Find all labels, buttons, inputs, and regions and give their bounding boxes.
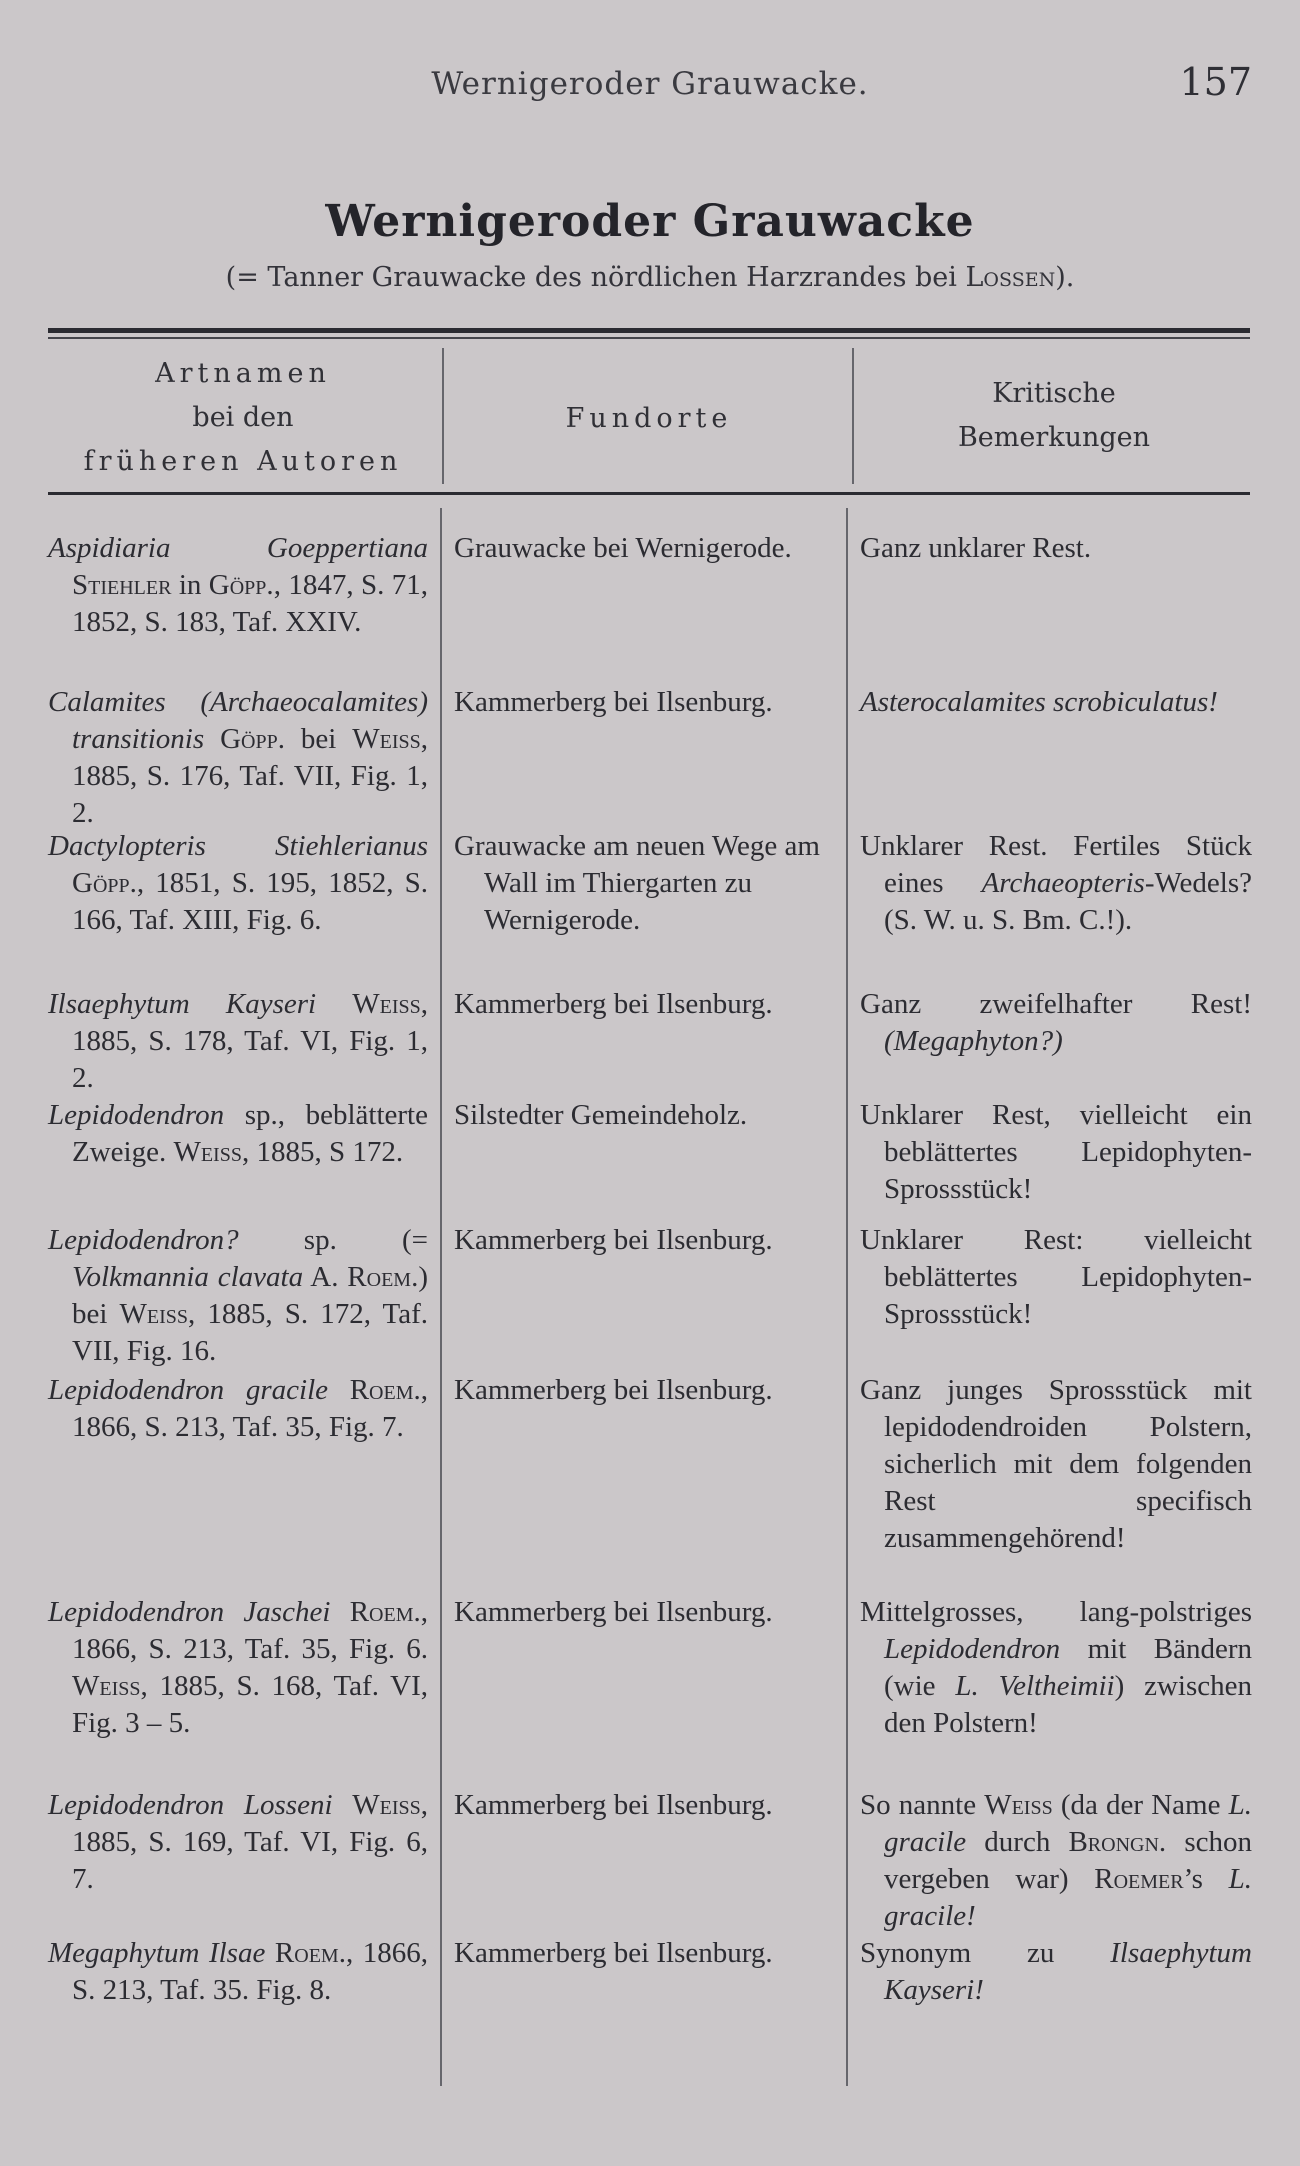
column-header-species-line: bei den [192, 402, 294, 433]
remark-cell: Ganz zweifelhafter Rest! (Megaphyton?) [860, 988, 1252, 1057]
remark-cell: Unklarer Rest. Fertiles Stück eines Archaeopteris-Wedels? (S. W. u. S. Bm. C.!). [860, 830, 1252, 936]
header-rule [48, 492, 1250, 495]
remark-cell: Mittelgrosses, lang-polstriges Lepidodendron mit Bändern (wie L. Veltheimii) zwischen den Polstern! [860, 1596, 1253, 1739]
remark-cell: Asterocalamites scrobiculatus! [860, 686, 1218, 718]
remark-cell: Synonym zu Ilsaephytum Kayseri! [860, 1937, 1252, 2006]
remark-cell: Unklarer Rest: vielleicht beblättertes Lepidophyten-Sprossstück! [860, 1224, 1252, 1330]
locality-cell [454, 1372, 844, 1409]
body-divider-2 [846, 508, 848, 2086]
remark-cell: Unklarer Rest, vielleicht ein beblättertes Lepidophyten-Sprossstück! [860, 1099, 1252, 1205]
page-number: 157 [1179, 60, 1252, 104]
locality-text: Grauwacke bei Wernigerode. [454, 532, 792, 564]
column-header-species-line: früheren Autoren [83, 446, 403, 477]
locality-text: Silstedter Gemeindeholz. [454, 1099, 748, 1131]
locality-text: Grauwacke am neuen Wege am Wall im Thiergarten zu Wernigerode. [454, 830, 820, 936]
locality-cell [454, 1222, 844, 1259]
locality-cell [454, 1935, 844, 1972]
column-header-remarks-line: Kritische [992, 378, 1116, 409]
column-header-locality-label: Fundorte [565, 403, 733, 434]
column-header-locality [444, 397, 854, 441]
species-cell: Dactylopteris Stiehlerianus Göpp., 1851, S. 195, 1852, S. 166, Taf. XIII, Fig. 6. [48, 830, 428, 936]
species-cell: Lepidodendron Losseni Weiss, 1885, S. 169, Taf. VI, Fig. 6, 7. [48, 1789, 428, 1895]
locality-cell [454, 828, 844, 939]
species-cell: Ilsaephytum Kayseri Weiss, 1885, S. 178, Taf. VI, Fig. 1, 2. [48, 988, 428, 1094]
species-cell: Lepidodendron Jaschei Roem., 1866, S. 213, Taf. 35, Fig. 6. Weiss, 1885, S. 168, Taf. VI, Fig. 3 – 5. [48, 1596, 428, 1739]
species-cell: Calamites (Archaeocalamites) transitionis Göpp. bei Weiss, 1885, S. 176, Taf. VII, Fig. 1, 2. [48, 686, 428, 829]
locality-text: Kammerberg bei Ilsenburg. [454, 686, 773, 718]
column-header-remarks-line: Bemerkungen [957, 422, 1151, 453]
header-divider-2 [852, 348, 854, 484]
column-header-species [48, 352, 438, 484]
species-cell: Lepidodendron? sp. (= Volkmannia clavata A. Roem.) bei Weiss, 1885, S. 172, Taf. VII, Fig. 16. [48, 1224, 428, 1367]
locality-cell [454, 684, 844, 721]
locality-text: Kammerberg bei Ilsenburg. [454, 1224, 773, 1256]
locality-text: Kammerberg bei Ilsenburg. [454, 1789, 773, 1821]
locality-cell [454, 1594, 844, 1631]
species-cell: Aspidiaria Goeppertiana Stiehler in Göpp., 1847, S. 71, 1852, S. 183, Taf. XXIV. [48, 532, 428, 638]
remark-cell: Ganz junges Sprossstück mit lepidodendroiden Polstern, sicherlich mit dem folgenden Rest specifisch zusammengehörend! [860, 1374, 1252, 1554]
locality-cell [454, 1787, 844, 1824]
header-divider-1 [442, 348, 444, 484]
running-head: Wernigeroder Grauwacke. [431, 66, 869, 102]
subtitle [0, 262, 1300, 293]
column-header-species-line: Artnamen [155, 358, 331, 389]
locality-text: Kammerberg bei Ilsenburg. [454, 1596, 773, 1628]
column-header-remarks [856, 372, 1252, 460]
species-cell: Lepidodendron gracile Roem., 1866, S. 213, Taf. 35, Fig. 7. [48, 1374, 429, 1443]
top-rule [48, 328, 1250, 333]
locality-text: Kammerberg bei Ilsenburg. [454, 988, 773, 1020]
locality-text: Kammerberg bei Ilsenburg. [454, 1937, 773, 1969]
locality-cell [454, 530, 844, 567]
top-rule-thin [48, 337, 1250, 339]
remark-cell: Ganz unklarer Rest. [860, 532, 1092, 564]
species-cell: Lepidodendron sp., beblätterte Zweige. Weiss, 1885, S 172. [48, 1099, 428, 1168]
subtitle-prefix: (= Tanner Grauwacke des nördlichen Harzrandes bei [225, 262, 966, 293]
locality-cell [454, 1097, 844, 1134]
subtitle-suffix: ). [1055, 262, 1075, 293]
subtitle-author: Lossen [965, 262, 1056, 293]
body-divider-1 [440, 508, 442, 2086]
locality-cell [454, 986, 844, 1023]
species-cell: Megaphytum Ilsae Roem., 1866, S. 213, Taf. 35. Fig. 8. [48, 1937, 429, 2006]
remark-cell: So nannte Weiss (da der Name L. gracile durch Brongn. schon vergeben war) Roemer’s L. gracile! [860, 1789, 1252, 1932]
locality-text: Kammerberg bei Ilsenburg. [454, 1374, 773, 1406]
page-title: Wernigeroder Grauwacke [325, 196, 975, 247]
